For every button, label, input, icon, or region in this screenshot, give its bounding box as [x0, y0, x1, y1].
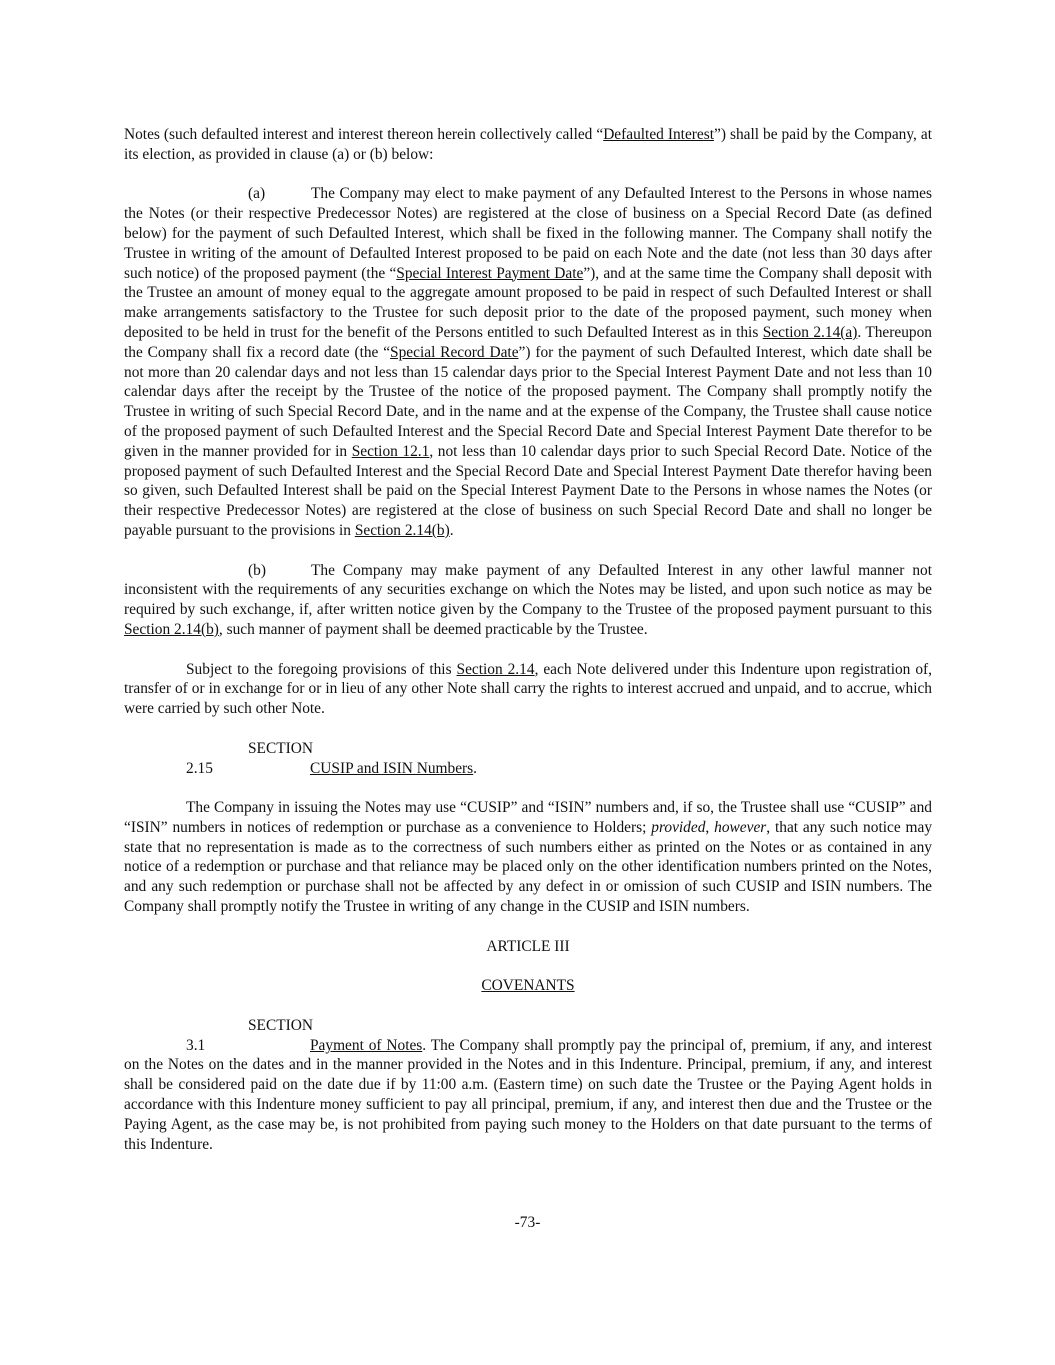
article-title — [124, 976, 932, 996]
section-title: CUSIP and ISIN Numbers — [310, 759, 474, 777]
paragraph-defaulted-interest-intro — [124, 125, 932, 165]
clause-marker: (a) — [248, 185, 266, 203]
section-2-15-heading — [124, 739, 932, 779]
text-run: , that any such notice may state that no representation is made as to the correctness of such numbers either as printed on the Notes or as contained in any notice of a redemption or purchase and that reliance may be placed only on the other identification numbers printed on the Notes, and any such redemption or purchase shall not be affected by any defect in or omission of such CUSIP and ISIN numbers. The Company shall promptly notify the Trustee in writing of any change in the CUSIP and ISIN numbers. — [124, 818, 933, 916]
section-reference: Section 2.14(b) — [124, 620, 219, 638]
text-run: ”) for the payment of such Defaulted Interest, which date shall be not more than 20 calendar days and not less than 15 calendar days prior to the Special Interest Payment Date and not less than 10 calendar days after the receipt by the Trustee of the notice of the proposed payment. The Company shall promptly notify the Trustee in writing of such Special Record Date, and in the name and at the expense of the Company, the Trustee shall cause notice of the proposed payment of such Defaulted Interest and the Special Record Date and Special Interest Payment Date therefor to be given in the manner provided for in — [124, 343, 932, 460]
section-title: Payment of Notes — [310, 1036, 423, 1054]
paragraph-cusip — [124, 798, 932, 917]
section-3-1 — [124, 1016, 932, 1155]
article-heading: ARTICLE III — [486, 937, 570, 955]
italic-term: provided — [651, 818, 706, 836]
text-run: The Company may make payment of any Defaulted Interest in any other lawful manner not inconsistent with the requirements of any securities exchange on which the Notes may be listed, and upon such notice as may be required by such exchange, if, after written notice given by the Company to the Trustee of the proposed payment pursuant to this — [124, 561, 932, 619]
article-title-text: COVENANTS — [481, 977, 575, 995]
text-run: . Thereupon the Company shall fix a record date (the “ — [124, 323, 932, 361]
section-reference: Section 2.14(a) — [762, 323, 858, 341]
defined-term: Special Record Date — [390, 343, 519, 361]
italic-term: however — [714, 818, 767, 836]
clause-a — [124, 184, 932, 540]
text-run: , each Note delivered under this Indenture upon registration of, transfer of or in exchange for or in lieu of any other Note shall carry the rights to interest accrued and unpaid, and to accrue, which were carried by such other Note. — [124, 660, 932, 718]
section-number: SECTION 3.1 — [186, 1016, 313, 1054]
text-run: The Company in issuing the Notes may use “CUSIP” and “ISIN” numbers and, if so, the Trustee shall use “CUSIP” and “ISIN” numbers in notices of redemption or purchase as a convenience to Holders; — [124, 799, 932, 836]
text-run: ”), and at the same time the Company shall deposit with the Trustee an amount of money equal to the aggregate amount proposed to be paid in respect of such Defaulted Interest or shall make arrangements satisfactory to the Trustee for such deposit prior to the date of the proposed payment, such money when deposited to be held in trust for the benefit of the Persons entitled to such Defaulted Interest as in this — [124, 264, 932, 341]
text-run: . The Company shall promptly pay the principal of, premium, if any, and interest on the Notes on the dates and in the manner provided in the Notes and in this Indenture. Principal, premium, if any, and interest shall be considered paid on the date due if by 11:00 a.m. (Eastern time) on such date the Trustee or the Paying Agent holds in accordance with this Indenture money sufficient to pay all principal, premium, if any, and interest then due and the Trustee or the Paying Agent, as the case may be, is not prohibited from paying such money to the Holders on that date pursuant to the terms of this Indenture. — [124, 1036, 932, 1153]
section-reference: Section 12.1 — [351, 442, 430, 460]
page-number: -73- — [514, 1214, 541, 1231]
clause-marker: (b) — [248, 561, 266, 579]
document-page — [124, 125, 932, 1174]
text-run: , such manner of payment shall be deemed practicable by the Trustee. — [218, 620, 648, 638]
text-run: . — [473, 759, 478, 777]
text-run: Notes (such defaulted interest and interest thereon herein collectively called “ — [124, 126, 604, 143]
text-run: , not less than 10 calendar days prior to such Special Record Date. Notice of the proposed payment of such Defaulted Interest and the Special Record Date and Special Interest Payment Date therefor having been so given, such Defaulted Interest shall be paid on the Special Interest Payment Date to the Persons in whose names the Notes (or their respective Predecessor Notes) are registered at the close of business on such Special Record Date and shall no longer be payable pursuant to the provisions in — [124, 442, 933, 539]
text-run: ”) shall be paid by the Company, at its election, as provided in clause (a) or (b) below: — [124, 126, 932, 163]
defined-term: Special Interest Payment Date — [396, 264, 584, 282]
defined-term: Defaulted Interest — [603, 126, 715, 143]
section-reference: Section 2.14(b) — [354, 521, 450, 539]
text-run: The Company may elect to make payment of any Defaulted Interest to the Persons in whose names the Notes (or their respective Predecessor Notes) are registered at the close of business on a Special Record Date (as defined below) for the payment of such Defaulted Interest, which shall be fixed in the following manner. The Company shall notify the Trustee in writing of the amount of Defaulted Interest proposed to be paid on each Note and the date (not less than 30 days after such notice) of the proposed payment (the “ — [124, 185, 932, 282]
text-run: , — [705, 818, 715, 836]
text-run: . — [449, 521, 454, 539]
paragraph-subject-to — [124, 660, 932, 719]
section-reference: Section 2.14 — [456, 660, 535, 678]
text-run: Subject to the foregoing provisions of this — [186, 660, 457, 678]
clause-b — [124, 561, 932, 640]
section-number: SECTION 2.15 — [186, 739, 313, 777]
